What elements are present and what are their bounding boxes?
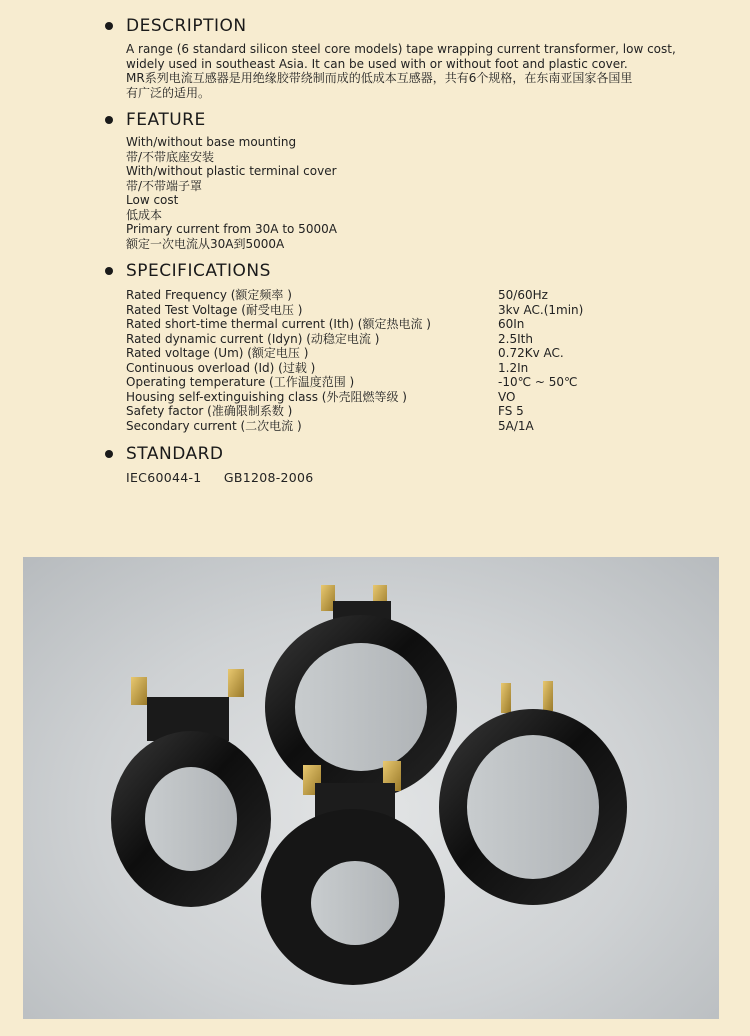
spec-row [126,375,646,390]
product-photo [23,557,719,1019]
spec-row [126,317,646,332]
spec-key: Operating temperature (工作温度范围 ) [126,375,355,389]
transformer-right [439,681,627,905]
spec-row [126,419,646,434]
spec-value: VO [498,389,516,404]
spec-row [126,361,646,376]
transformer-front-center [261,761,445,985]
spec-row [126,346,646,361]
spec-value: 1.2In [498,360,529,375]
spec-value: 2.5Ith [498,331,533,346]
feature-list [126,135,337,251]
feature-line: Primary current from 30A to 5000A [126,222,337,236]
spec-row [126,332,646,347]
spec-row [126,404,646,419]
transformer-left [111,669,271,907]
standard-item: IEC60044-1 [126,470,202,485]
spec-value: FS 5 [498,404,524,418]
spec-row [126,303,646,318]
spec-key: Housing self-extinguishing class (外壳阻燃等级 ) [126,389,407,404]
spec-key: Continuous overload (Id) (过载 ) [126,360,316,375]
feature-line: 低成本 [126,207,163,222]
spec-value: 3kv AC.(1min) [498,302,584,317]
feature-line: 带/不带端子罩 [126,178,203,193]
spec-key: Rated Frequency (额定频率 ) [126,288,292,302]
specifications-bullet [105,267,113,275]
current-transformers-illustration [23,557,719,1019]
feature-line: With/without plastic terminal cover [126,164,337,178]
standard-list [126,470,332,485]
spec-value: 50/60Hz [498,288,548,302]
feature-line: 额定一次电流从30A到5000A [126,236,285,251]
description-line: 有广泛的适用。 [126,85,211,100]
description-text [126,42,726,100]
specifications-heading: SPECIFICATIONS [126,261,271,281]
spec-row [126,390,646,405]
feature-line: 带/不带底座安装 [126,149,215,164]
spec-value: 5A/1A [498,418,534,433]
spec-value: -10℃ ~ 50℃ [498,375,578,389]
description-line: A range (6 standard silicon steel core models) tape wrapping current transformer, low cost, [126,42,676,56]
standard-bullet [105,450,113,458]
feature-heading: FEATURE [126,110,206,130]
feature-bullet [105,116,113,124]
description-line: widely used in southeast Asia. It can be used with or without foot and plastic cover. [126,56,628,71]
description-line: MR系列电流互感器是用绝缘胶带绕制而成的低成本互感器，共有6个规格，在东南亚国家各国里 [126,71,633,85]
standard-item: GB1208-2006 [223,470,314,485]
spec-value: 0.72Kv AC. [498,346,564,360]
spec-key: Secondary current (二次电流 ) [126,418,302,433]
spec-value: 60In [498,317,525,331]
spec-key: Safety factor (准确限制系数 ) [126,404,293,418]
spec-key: Rated Test Voltage (耐受电压 ) [126,302,303,317]
spec-key: Rated dynamic current (Idyn) (动稳定电流 ) [126,331,380,346]
spec-key: Rated short-time thermal current (Ith) (额定热电流 ) [126,317,431,331]
standard-heading: STANDARD [126,444,224,464]
description-bullet [105,22,113,30]
spec-key: Rated voltage (Um) (额定电压 ) [126,346,309,360]
feature-line: With/without base mounting [126,135,297,149]
spec-row [126,288,646,303]
description-heading: DESCRIPTION [126,16,247,36]
transformer-back-center [265,585,457,799]
feature-line: Low cost [126,193,179,207]
